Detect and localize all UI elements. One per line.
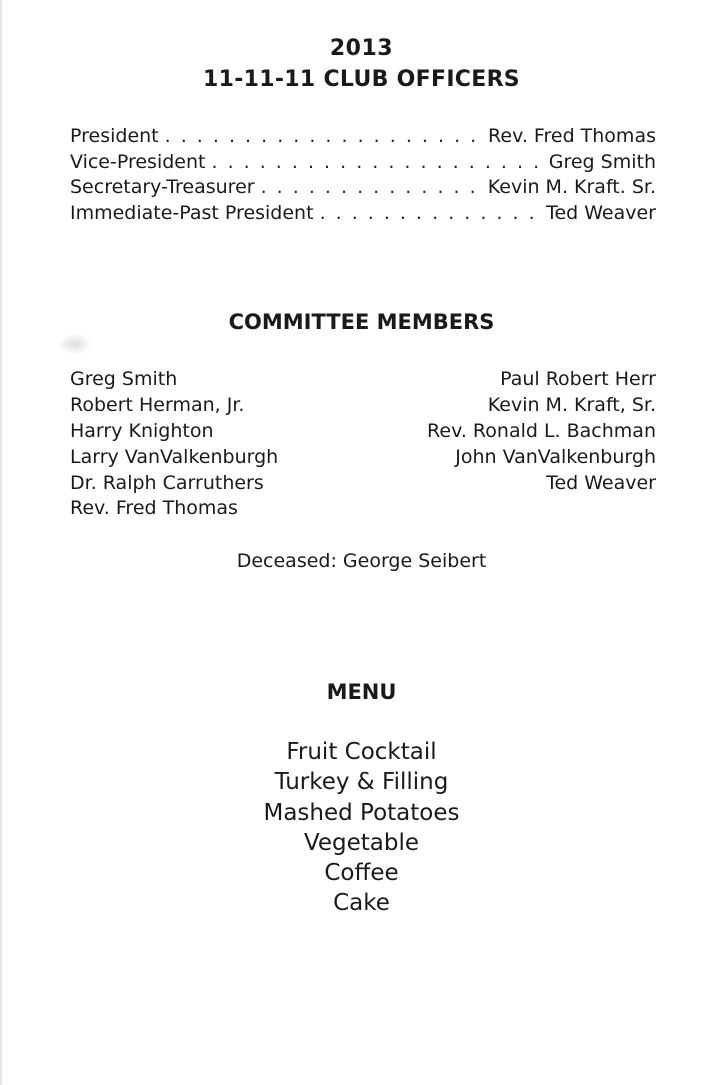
committee-member: Greg Smith — [70, 368, 178, 390]
committee-member: Kevin M. Kraft, Sr. — [487, 393, 656, 416]
officer-name: Ted Weaver — [546, 201, 656, 224]
menu-item: Mashed Potatoes — [263, 799, 460, 826]
committee-member: Rev. Ronald L. Bachman — [427, 419, 656, 442]
committee-member: Dr. Ralph Carruthers — [70, 471, 264, 494]
officer-role: Immediate-Past President — [70, 201, 314, 224]
menu-list — [0, 739, 723, 921]
menu-item: Turkey & Filling — [274, 769, 449, 796]
officer-name: Greg Smith — [548, 150, 656, 173]
menu-item: Coffee — [324, 860, 399, 887]
officer-name: Rev. Fred Thomas — [488, 125, 656, 147]
officer-row — [70, 176, 656, 202]
menu-item: Fruit Cocktail — [286, 739, 437, 765]
deceased-name: George Seibert — [342, 550, 487, 572]
menu-heading: MENU — [326, 680, 397, 704]
committee-member: Paul Robert Herr — [500, 368, 656, 390]
committee-heading: COMMITTEE MEMBERS — [228, 310, 495, 334]
scan-smudge — [58, 333, 92, 355]
menu-item: Cake — [333, 890, 390, 917]
deceased-label: Deceased: — [236, 550, 337, 572]
deceased-note — [0, 550, 723, 572]
officers-heading: 11-11-11 CLUB OFFICERS — [203, 67, 520, 92]
menu-item: Vegetable — [303, 829, 420, 856]
committee-member: Robert Herman, Jr. — [70, 393, 245, 416]
officer-row — [70, 125, 656, 151]
officer-name: Kevin M. Kraft. Sr. — [487, 176, 656, 198]
officer-role: Vice-President — [70, 150, 206, 173]
committee-right-column — [427, 368, 656, 497]
committee-member: Larry VanValkenburgh — [70, 445, 279, 468]
dot-leader — [165, 125, 482, 147]
committee-member: Harry Knighton — [70, 419, 214, 442]
dot-leader — [211, 151, 542, 173]
dot-leader — [320, 202, 541, 224]
committee-member: Rev. Fred Thomas — [70, 497, 238, 520]
officer-role: President — [70, 125, 159, 147]
committee-left-column — [70, 368, 278, 523]
committee-member: John VanValkenburgh — [455, 445, 656, 468]
page-edge — [0, 0, 2, 1085]
dot-leader — [261, 176, 482, 198]
committee-member: Ted Weaver — [546, 471, 656, 494]
officer-row — [70, 151, 656, 177]
year-heading: 2013 — [329, 36, 394, 61]
officers-list — [70, 125, 656, 227]
officer-row — [70, 202, 656, 228]
officer-role: Secretary-Treasurer — [70, 176, 255, 198]
